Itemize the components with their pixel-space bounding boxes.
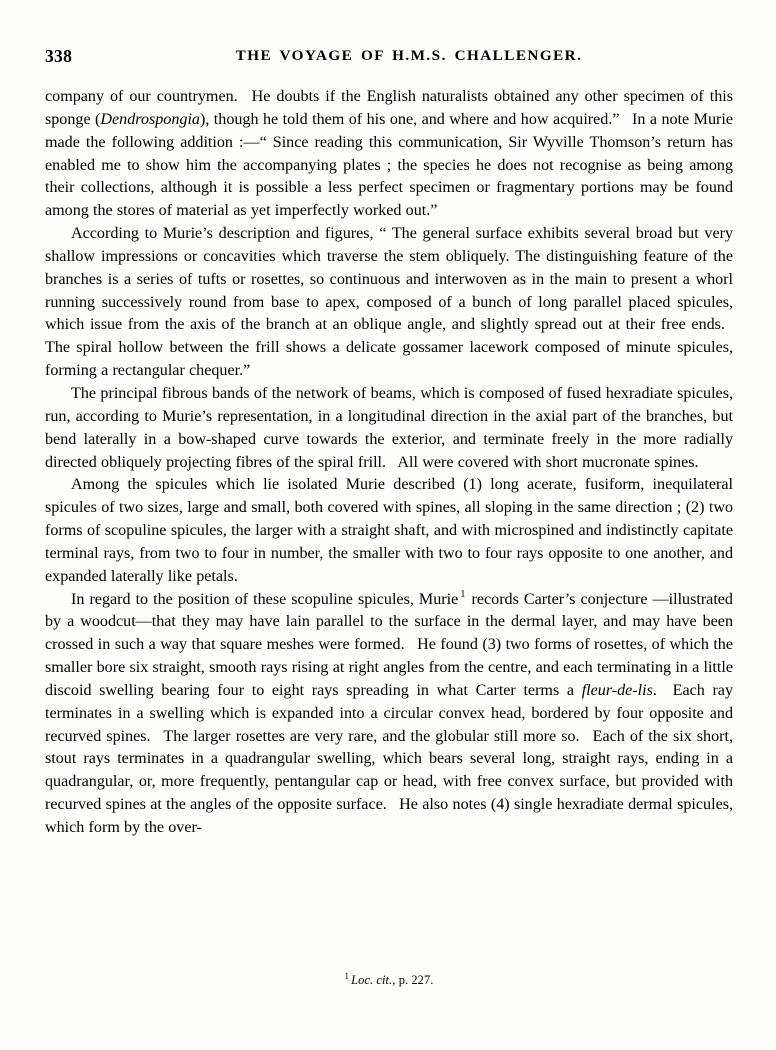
paragraph-3-text: The principal fibrous bands of the network of beams, which is composed of fused hexradiate spicules, run, according to Murie’s representation, in a longitudinal direction in the axial part of the branches, but bend laterally in a bow-shaped curve towards the exterior, and terminate freely in the more radially directed obliquely projecting fibres of the spiral frill. All were covered with short mucronate spines.	[45, 384, 733, 471]
footnote-zone	[45, 972, 733, 988]
paragraph-2-text: According to Murie’s description and figures, “ The general surface exhibits several broad but very shallow impressions or concavities which traverse the stem obliquely. The distinguishing feature of the branches is a series of tufts or rosettes, so continuous and interwoven as in the main to present a whorl running successively round from base to apex, composed of a bunch of long parallel placed spicules, which issue from the axis of the branch at an oblique angle, and slightly spread out at their free ends. The spiral hollow between the frill shows a delicate gossamer lacework composed of minute spicules, forming a rectangular chequer.”	[45, 225, 733, 380]
paragraph-1	[45, 86, 733, 223]
footnote-reference[interactable]: 1	[460, 589, 466, 601]
paragraph-5	[45, 589, 733, 840]
paragraph-5-text: In regard to the position of these scopuline spicules, Murie $^1$ records Carter’s conjecture —illustrated by a woodcut—that they may have lain parallel to the surface in the dermal layer, and may have been crossed in such a way that square meshes were formed. He found (3) two forms of rosettes, of which the smaller bore six straight, smooth rays rising at right angles from the centre, and each terminating in a little discoid swelling bearing four to eight rays spreading in what Carter terms a fleur-de-lis. Each ray terminates in a swelling which is expanded into a circular convex head, bordered by four opposite and recurved spines. The larger rosettes are very rare, and the globular still more so. Each of the six short, stout rays terminates in a quadrangular swelling, which bears several long, straight rays, ending in a quadrangular, or, more frequently, pentangular cap or head, with free convex surface, but provided with recurved spines at the angles of the opposite surface. He also notes (4) single hexradiate dermal spicules, which form by the over-	[45, 589, 733, 836]
italic-term: fleur-de-lis	[581, 681, 653, 699]
paragraph-4	[45, 474, 733, 588]
paragraph-3	[45, 383, 733, 474]
paragraph-1-text: company of our countrymen. He doubts if the English naturalists obtained any other specimen of this sponge (Dendrospongia), though he told them of his one, and where and how acquired.” In a note Murie made the following addition :—“ Since reading this communication, Sir Wyville Thomson’s return has enabled me to show him the accompanying plates ; the species he does not recognise as being among their collections, although it is possible a less perfect specimen or fragmentary portions may be found among the stores of material as yet imperfectly worked out.”	[45, 88, 733, 220]
body-text-block	[45, 86, 733, 840]
footnote-1	[45, 972, 733, 988]
footnote-loc-cit: Loc. cit.	[351, 973, 393, 987]
footnote-page-ref: , p. 227.	[392, 973, 434, 987]
paragraph-2	[45, 223, 733, 383]
italic-term: Dendrospongia	[100, 110, 200, 128]
paragraph-4-text: Among the spicules which lie isolated Murie described (1) long acerate, fusiform, inequilateral spicules of two sizes, large and small, both covered with spines, all sloping in the same direction ; (2) two forms of scopuline spicules, the larger with a straight shaft, and with microspined and indistinctly capitate terminal rays, from two to four in number, the smaller with two to four rays opposite to one another, and expanded laterally like petals.	[45, 476, 733, 585]
running-head	[45, 44, 733, 68]
footnote-marker: 1	[344, 970, 350, 981]
page-number: 338	[45, 46, 73, 66]
running-title: THE VOYAGE OF H.M.S. CHALLENGER.	[235, 47, 583, 64]
